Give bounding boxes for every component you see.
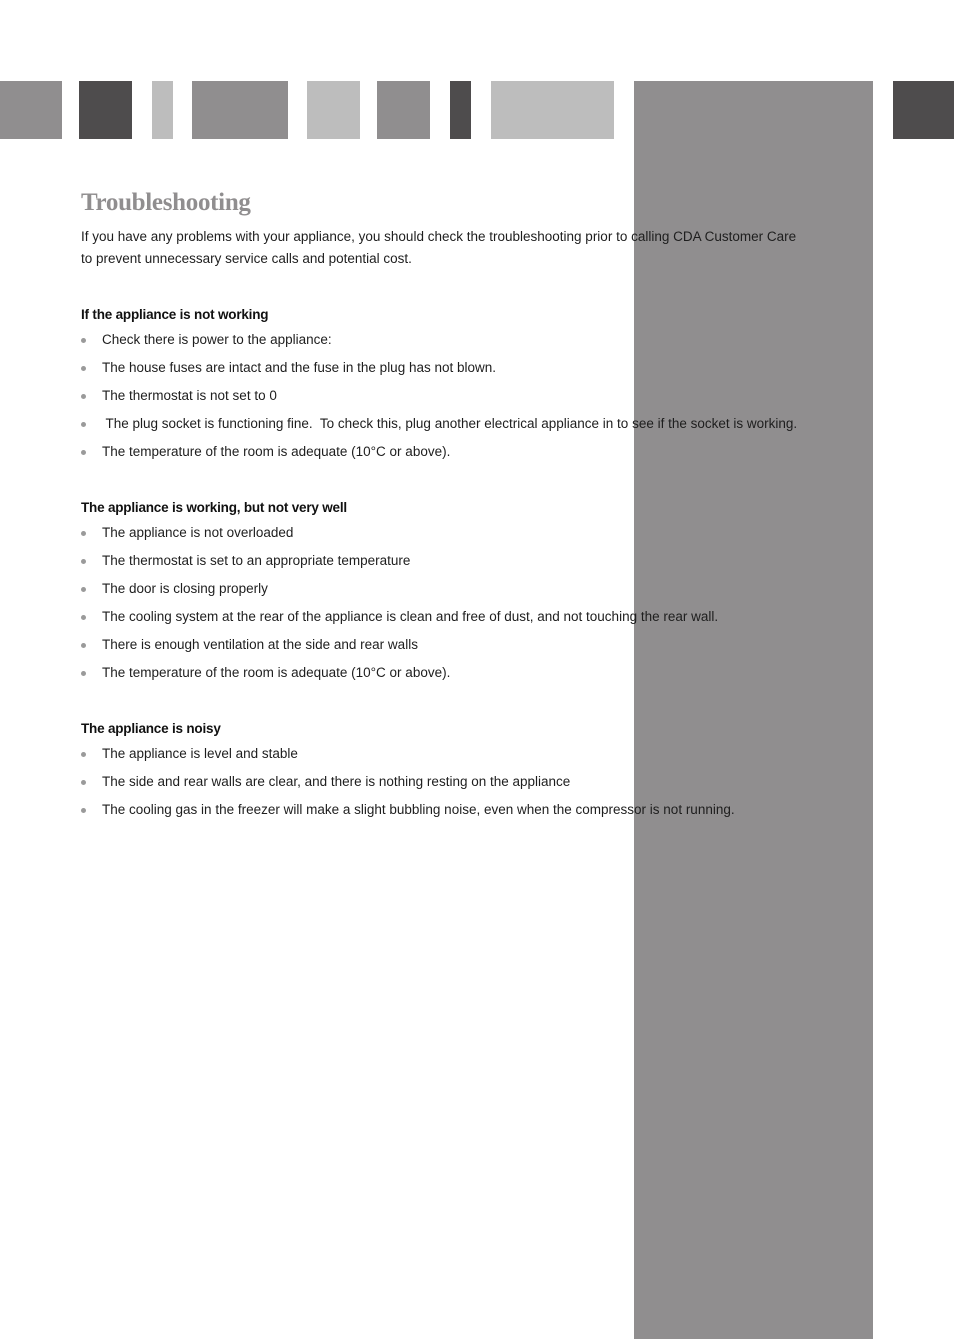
list-item-text: The house fuses are intact and the fuse in the plug has not blown.	[102, 360, 497, 375]
bullet-icon	[81, 643, 86, 648]
header-block-5	[307, 81, 360, 139]
list-item-text: The cooling gas in the freezer will make a slight bubbling noise, even when the compressor is not running.	[102, 802, 735, 817]
header-block-8	[491, 81, 614, 139]
header-block-7	[450, 81, 471, 139]
list-item	[81, 357, 841, 379]
list-item	[81, 634, 841, 656]
list-item-text: The temperature of the room is adequate (10°C or above).	[102, 665, 451, 680]
checklist	[81, 329, 841, 463]
list-item-text: The side and rear walls are clear, and there is nothing resting on the appliance	[102, 774, 571, 789]
section-heading: The appliance is noisy	[81, 721, 221, 736]
list-item-text: The cooling system at the rear of the appliance is clean and free of dust, and not touching the rear wall.	[102, 609, 719, 624]
bullet-icon	[81, 587, 86, 592]
list-item-text: There is enough ventilation at the side and rear walls	[102, 637, 418, 652]
list-item	[81, 385, 841, 407]
intro-paragraph	[81, 226, 841, 270]
list-item	[81, 329, 841, 351]
bullet-icon	[81, 338, 86, 343]
section-not-working-well	[81, 497, 841, 684]
bullet-icon	[81, 780, 86, 785]
header-block-4	[192, 81, 288, 139]
list-item-text: The thermostat is set to an appropriate temperature	[102, 553, 411, 568]
header-block-1	[0, 81, 62, 139]
list-item	[81, 441, 841, 463]
list-item	[81, 413, 841, 435]
intro-line: to prevent unnecessary service calls and potential cost.	[81, 251, 412, 266]
bullet-icon	[81, 531, 86, 536]
header-block-3	[152, 81, 173, 139]
list-item	[81, 550, 841, 572]
main-content	[81, 186, 841, 827]
bullet-icon	[81, 366, 86, 371]
checklist	[81, 743, 841, 821]
list-item	[81, 662, 841, 684]
list-item	[81, 522, 841, 544]
header-block-9	[893, 81, 954, 139]
bullet-icon	[81, 752, 86, 757]
list-item-text: The door is closing properly	[102, 581, 268, 596]
list-item	[81, 743, 841, 765]
list-item-text: The plug socket is functioning fine. To check this, plug another electrical appliance in to see if the socket is working.	[102, 416, 798, 431]
section-not-working	[81, 304, 841, 463]
list-item	[81, 578, 841, 600]
list-item-text: The temperature of the room is adequate (10°C or above).	[102, 444, 451, 459]
list-item	[81, 799, 841, 821]
bullet-icon	[81, 671, 86, 676]
header-block-2	[79, 81, 132, 139]
list-item	[81, 771, 841, 793]
header-block-6	[377, 81, 430, 139]
list-item	[81, 606, 841, 628]
bullet-icon	[81, 450, 86, 455]
bullet-icon	[81, 394, 86, 399]
checklist	[81, 522, 841, 684]
section-heading: The appliance is working, but not very well	[81, 500, 347, 515]
intro-line: If you have any problems with your appliance, you should check the troubleshooting prior to calling CDA Customer Care	[81, 229, 797, 244]
bullet-icon	[81, 422, 86, 427]
list-item-text: The appliance is level and stable	[102, 746, 298, 761]
section-noisy	[81, 718, 841, 821]
page-title: Troubleshooting	[81, 189, 251, 216]
list-item-text: Check there is power to the appliance:	[102, 332, 332, 347]
section-heading: If the appliance is not working	[81, 307, 269, 322]
bullet-icon	[81, 615, 86, 620]
bullet-icon	[81, 559, 86, 564]
list-item-text: The thermostat is not set to 0	[102, 388, 277, 403]
bullet-icon	[81, 808, 86, 813]
list-item-text: The appliance is not overloaded	[102, 525, 294, 540]
